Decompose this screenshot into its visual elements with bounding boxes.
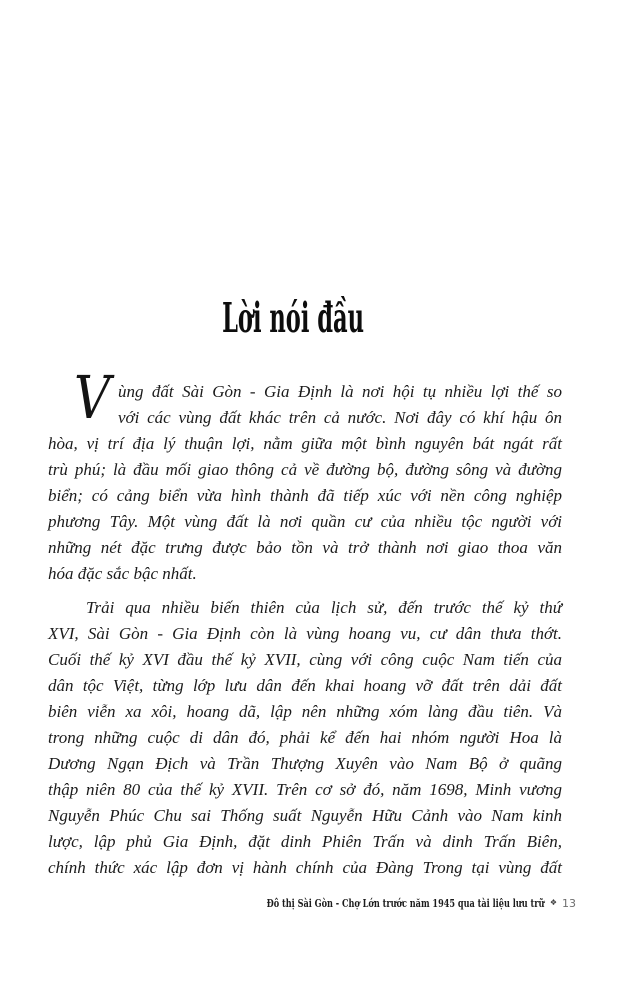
text-line: biên viễn xa xôi, hoang dã, lập nên những xóm làng đầu tiên. Và	[48, 702, 562, 721]
chapter-title-text: Lời nói đầu	[222, 294, 364, 342]
text-line: Trải qua nhiều biến thiên của lịch sử, đến trước thế kỷ thứ	[86, 598, 562, 617]
page-number: 13	[562, 896, 576, 910]
text-line: thập niên 80 của thế kỷ XVII. Trên cơ sở đó, năm 1698, Minh vương	[48, 780, 562, 799]
chapter-title	[48, 294, 562, 342]
paragraph-2	[48, 595, 562, 881]
text-line: trong những cuộc di dân đó, phải kể đến hai nhóm người Hoa là	[48, 728, 562, 747]
text-line: hóa đặc sắc bậc nhất.	[48, 564, 197, 583]
text-line: phương Tây. Một vùng đất là nơi quần cư của nhiều tộc người với	[48, 512, 562, 531]
text-line: ùng đất Sài Gòn - Gia Định là nơi hội tụ nhiều lợi thế so	[118, 382, 562, 401]
drop-cap: V	[74, 363, 111, 432]
body-text	[48, 363, 562, 881]
text-line: dân tộc Việt, từng lớp lưu dân đến khai hoang vỡ đất trên dải đất	[48, 676, 562, 695]
text-line: với các vùng đất khác trên cả nước. Nơi đây có khí hậu ôn	[118, 408, 562, 427]
running-footer	[169, 895, 576, 911]
footer-book-title: Đô thị Sài Gòn - Chợ Lớn trước năm 1945 qua tài liệu lưu trữ	[267, 896, 545, 910]
text-line: Cuối thế kỷ XVI đầu thế kỷ XVII, cùng với công cuộc Nam tiến của	[48, 650, 562, 669]
diamond-icon: ❖	[549, 898, 557, 907]
text-line: XVI, Sài Gòn - Gia Định còn là vùng hoang vu, cư dân thưa thớt.	[48, 624, 562, 643]
text-line: Dương Ngạn Địch và Trần Thượng Xuyên vào Nam Bộ ở quãng	[48, 754, 562, 773]
text-line: trù phú; là đầu mối giao thông cả về đường bộ, đường sông và đường	[48, 460, 562, 479]
text-line: hòa, vị trí địa lý thuận lợi, nằm giữa một bình nguyên bát ngát rất	[48, 434, 562, 453]
paragraph-1	[48, 363, 562, 587]
text-line: biển; có cảng biển vừa hình thành đã tiếp xúc với nền công nghiệp	[48, 486, 562, 505]
text-line: chính thức xác lập đơn vị hành chính của Đàng Trong tại vùng đất	[48, 858, 562, 877]
text-line: lược, lập phủ Gia Định, đặt dinh Phiên Trấn và dinh Trấn Biên,	[48, 832, 562, 851]
text-line: những nét đặc trưng được bảo tồn và trở thành nơi giao thoa văn	[48, 538, 562, 557]
text-line: Nguyễn Phúc Chu sai Thống suất Nguyễn Hữu Cảnh vào Nam kinh	[48, 806, 562, 825]
